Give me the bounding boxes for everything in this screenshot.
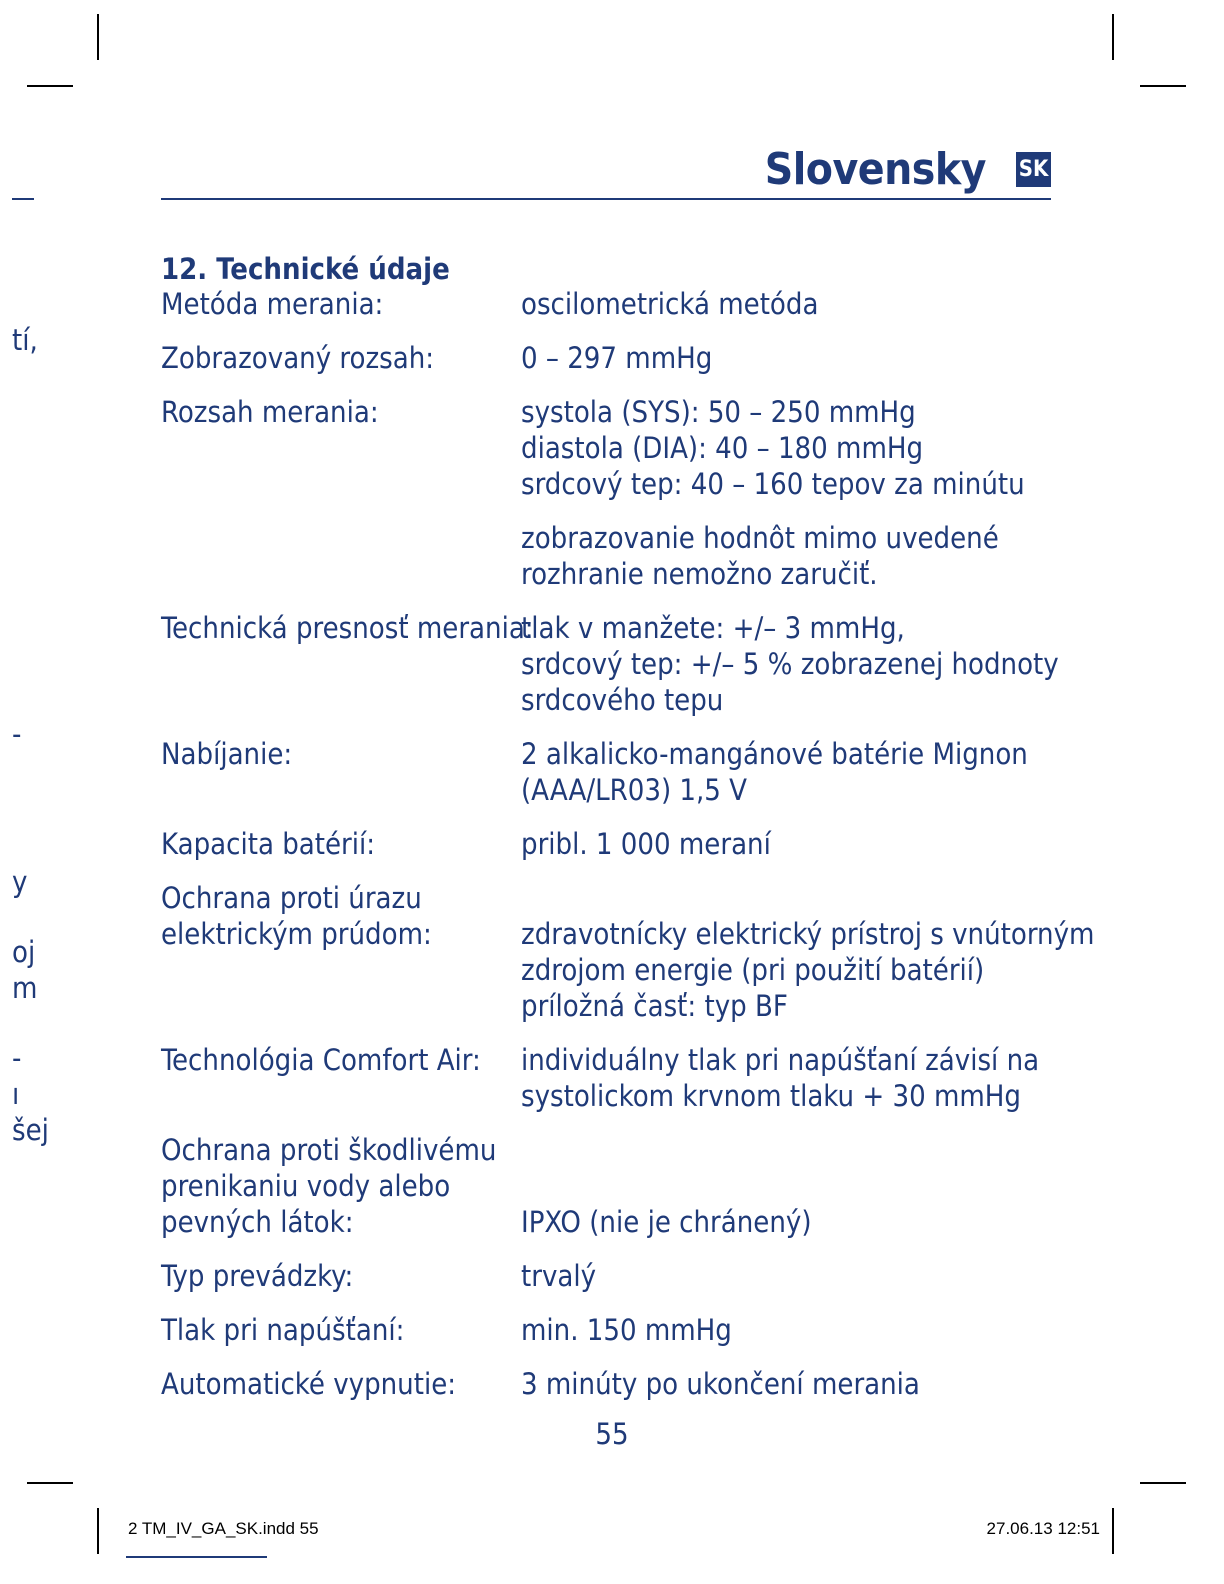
spec-row bbox=[161, 1132, 1051, 1240]
slug-rule bbox=[126, 1556, 267, 1558]
spec-value-line bbox=[521, 880, 1094, 916]
crop-mark bbox=[27, 85, 73, 87]
crop-mark bbox=[1112, 14, 1114, 60]
spec-value-line: tlak v manžete: +/– 3 mmHg, bbox=[521, 611, 905, 645]
crop-mark bbox=[27, 1482, 73, 1484]
spec-label-line: Metóda merania: bbox=[161, 287, 384, 321]
spec-value bbox=[521, 340, 1051, 376]
spec-label bbox=[161, 286, 521, 322]
spec-label-line: Kapacita batérií: bbox=[161, 827, 376, 861]
spec-label-line: Technická presnosť merania: bbox=[161, 611, 534, 645]
spec-value-line: rozhranie nemožno zaručiť. bbox=[521, 557, 878, 591]
section-title: 12. Technické údaje bbox=[161, 252, 450, 286]
spec-value-line: oscilometrická metóda bbox=[521, 287, 819, 321]
edge-fragment: - bbox=[12, 717, 22, 751]
spec-value-line: systolickom krvnom tlaku + 30 mmHg bbox=[521, 1079, 1021, 1113]
spec-value bbox=[521, 1042, 1051, 1114]
spec-value-line: zdrojom energie (pri použití batérií) bbox=[521, 953, 985, 987]
edge-fragment: oj bbox=[12, 935, 36, 969]
spec-value bbox=[521, 610, 1059, 718]
edge-fragment: y bbox=[12, 865, 28, 899]
spec-value-line: srdcový tep: +/– 5 % zobrazenej hodnoty bbox=[521, 647, 1059, 681]
spec-value-line: trvalý bbox=[521, 1259, 597, 1293]
edge-fragment: šej bbox=[12, 1113, 49, 1147]
slug-file: 2 TM_IV_GA_SK.indd 55 bbox=[128, 1519, 319, 1538]
spec-label bbox=[161, 1258, 521, 1294]
spec-label-line: Rozsah merania: bbox=[161, 395, 379, 429]
spec-row bbox=[161, 1258, 1051, 1294]
spec-label-line: Nabíjanie: bbox=[161, 737, 293, 771]
spec-value-line: 0 – 297 mmHg bbox=[521, 341, 713, 375]
spec-value bbox=[521, 826, 1051, 862]
spec-label bbox=[161, 1042, 521, 1114]
spec-value-line: 3 minúty po ukončení merania bbox=[521, 1367, 920, 1401]
spec-row bbox=[161, 610, 1059, 718]
spec-value-line: pribl. 1 000 meraní bbox=[521, 827, 771, 861]
spec-label-line: prenikaniu vody alebo bbox=[161, 1169, 451, 1203]
spec-row bbox=[161, 826, 1051, 862]
crop-mark bbox=[12, 198, 34, 200]
spec-row bbox=[161, 1042, 1051, 1114]
spec-label-line: elektrickým prúdom: bbox=[161, 917, 432, 951]
spec-value-line: min. 150 mmHg bbox=[521, 1313, 732, 1347]
spec-value bbox=[521, 1258, 1051, 1294]
spec-value bbox=[521, 394, 1051, 502]
page-number: 55 bbox=[595, 1417, 629, 1451]
spec-label bbox=[161, 736, 521, 808]
crop-mark bbox=[1140, 1482, 1186, 1484]
edge-fragment: ı bbox=[12, 1077, 20, 1111]
spec-label-line: Technológia Comfort Air: bbox=[161, 1043, 481, 1077]
spec-value-line: zdravotnícky elektrický prístroj s vnútorným bbox=[521, 917, 1095, 951]
spec-table bbox=[161, 286, 1095, 1420]
spec-value bbox=[521, 1132, 1051, 1240]
spec-row bbox=[161, 520, 1051, 592]
spec-label-line: pevných látok: bbox=[161, 1205, 354, 1239]
spec-row bbox=[161, 1366, 1051, 1402]
spec-value bbox=[521, 880, 1094, 1024]
spec-label bbox=[161, 394, 521, 502]
spec-row bbox=[161, 394, 1051, 502]
spec-value bbox=[521, 1366, 1051, 1402]
spec-row bbox=[161, 1312, 1051, 1348]
spec-value-line: príložná časť: typ BF bbox=[521, 989, 788, 1023]
language-badge: SK bbox=[1016, 152, 1051, 187]
spec-value-line: srdcový tep: 40 – 160 tepov za minútu bbox=[521, 467, 1025, 501]
crop-mark bbox=[97, 1508, 99, 1554]
spec-label bbox=[161, 340, 521, 376]
spec-label-line: Automatické vypnutie: bbox=[161, 1367, 457, 1401]
spec-value-line bbox=[521, 1168, 1051, 1204]
spec-value-line: individuálny tlak pri napúšťaní závisí na bbox=[521, 1043, 1040, 1077]
crop-mark bbox=[1140, 85, 1186, 87]
spec-label bbox=[161, 1312, 521, 1348]
spec-value bbox=[521, 736, 1051, 808]
crop-mark bbox=[1112, 1508, 1114, 1554]
spec-value bbox=[521, 520, 1051, 592]
spec-label-line: Ochrana proti úrazu bbox=[161, 881, 422, 915]
spec-value-line: (AAA/LR03) 1,5 V bbox=[521, 773, 748, 807]
spec-label-line: Ochrana proti škodlivému bbox=[161, 1133, 497, 1167]
spec-label bbox=[161, 520, 521, 592]
spec-row bbox=[161, 340, 1051, 376]
spec-value bbox=[521, 1312, 1051, 1348]
slug-date: 27.06.13 12:51 bbox=[986, 1519, 1100, 1538]
spec-label-line: Typ prevádzky: bbox=[161, 1259, 354, 1293]
spec-value-line: srdcového tepu bbox=[521, 683, 724, 717]
edge-fragment: tí, bbox=[12, 323, 38, 357]
spec-row bbox=[161, 880, 1095, 1024]
spec-value bbox=[521, 286, 1051, 322]
spec-value-line: 2 alkalicko-mangánové batérie Mignon bbox=[521, 737, 1028, 771]
spec-value-line: IPXO (nie je chránený) bbox=[521, 1205, 812, 1239]
spec-label-line bbox=[161, 520, 521, 556]
header-title: Slovensky bbox=[764, 144, 986, 195]
spec-value-line: zobrazovanie hodnôt mimo uvedené bbox=[521, 521, 999, 555]
spec-value-line: systola (SYS): 50 – 250 mmHg bbox=[521, 395, 916, 429]
spec-label bbox=[161, 1366, 521, 1402]
spec-value-line: diastola (DIA): 40 – 180 mmHg bbox=[521, 431, 924, 465]
spec-row bbox=[161, 286, 1051, 322]
spec-value-line bbox=[521, 1132, 1051, 1168]
spec-label bbox=[161, 610, 534, 718]
spec-row bbox=[161, 736, 1051, 808]
crop-mark bbox=[97, 14, 99, 60]
spec-label-line: Zobrazovaný rozsah: bbox=[161, 341, 435, 375]
spec-label bbox=[161, 1132, 521, 1240]
header-rule bbox=[161, 198, 1051, 200]
edge-fragment: - bbox=[12, 1041, 22, 1075]
spec-label bbox=[161, 826, 521, 862]
spec-label bbox=[161, 880, 521, 1024]
edge-fragment: m bbox=[12, 971, 38, 1005]
spec-label-line: Tlak pri napúšťaní: bbox=[161, 1313, 405, 1347]
